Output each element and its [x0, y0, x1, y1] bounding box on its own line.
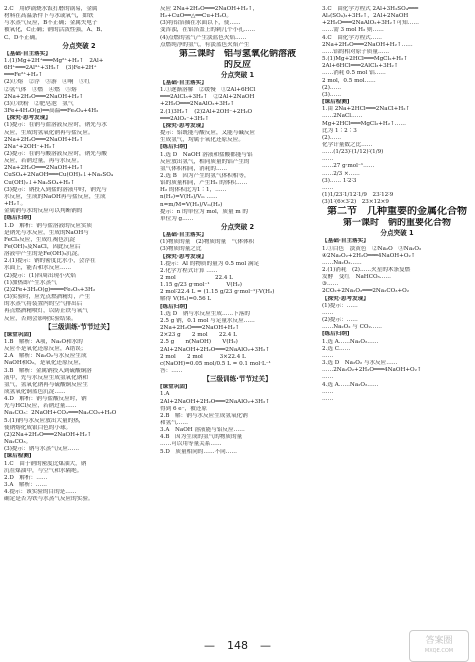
text-line: (3)实验时，应先点燃酒精灯，产生	[4, 294, 91, 301]
subheading: 【基础·自主落实】	[160, 232, 207, 239]
text-line: (2)提示：在钠与酸溶液反应时，钠先与酸	[4, 150, 108, 157]
text-line: ……	[322, 374, 334, 381]
text-line: 发酵 变红 NaHCO₃……	[322, 274, 391, 281]
text-line: 反应，否则会影响实验结果。	[4, 315, 77, 322]
text-line: 解得 V(H₂)=0.56 L	[160, 296, 212, 303]
text-line: 2Na⁺+2OH⁻+H₂↑	[4, 143, 56, 150]
section-heading: 分点突破 1	[220, 70, 255, 79]
text-line: ……Na₂O₂……	[322, 259, 362, 266]
text-line: +H₂↑。	[4, 201, 27, 208]
subheading: 【探究·思考发现】	[322, 295, 369, 302]
text-line: 被氧化，C正确；钠的活泼性强，A、B、	[4, 27, 106, 34]
text-line: ═══Fe²⁺+H₂↑	[4, 72, 43, 79]
text-line: (2)……	[322, 134, 342, 141]
text-line: 和氢气……	[160, 419, 188, 426]
subheading: [课堂巩固]	[160, 384, 188, 391]
text-line: ④2Na₂O₂+2H₂O═══4NaOH+O₂↑	[322, 252, 416, 259]
subheading: [练后归纳]	[322, 331, 350, 338]
text-line: Al₂(SO₄)₃+3H₂↑，2Al+2NaOH	[322, 13, 409, 20]
section-heading: 分点突破 1	[380, 229, 414, 238]
text-line: 3.C 由化学方程式 2Al+3H₂SO₄═══	[322, 6, 419, 12]
text-line: 与水蒸气反应，B不正确；金属失电子	[4, 20, 98, 27]
text-line: 2Na+2H₂O═══2NaOH+H₂↑	[160, 325, 240, 332]
text-line: 5.(1)钠与水反应放出大量的热，	[4, 417, 85, 424]
text-line: 2.B 解：钠与水反应生成氢氧化钠	[160, 412, 248, 419]
text-line: (3)将铝箔插在水面以下，使……	[160, 20, 241, 27]
watermark-text: 答案圈	[425, 636, 453, 646]
text-line: ……需 3 mol H₂ 则……	[322, 27, 384, 34]
text-line: 2Na+2H₂O═══2NaOH+H₂↑	[4, 93, 84, 100]
text-line: 金属钠与水的反应可以判断钠的	[4, 208, 83, 215]
subheading: [练后归纳]	[160, 144, 188, 151]
text-line: FeCl₃反应，生成红褐色沉淀	[4, 236, 76, 243]
text-line: 再点燃酒精喷灯，以防止铁与氧气	[4, 308, 88, 315]
subheading: [练后归纳]	[4, 215, 32, 222]
subheading: [课后检测]	[4, 453, 32, 460]
text-line: 2Al+2NaOH+2H₂O═══2NaAlO₂+3H₂↑	[160, 346, 270, 353]
text-line: 3.A NaOH 溶液能与铝反应……	[160, 427, 245, 434]
section-heading: 【三级训练·节节过关】	[44, 322, 114, 331]
text-line: 答：……	[160, 368, 183, 375]
text-line: 2Na+2H₂O═══2NaOH+H₂↑	[4, 136, 84, 143]
section-heading: 【三级训练·节节过关】	[203, 375, 272, 384]
text-line: 生成氢气，均属于氧化还原反应。	[160, 137, 244, 144]
text-line: 材料在高温条件下与水或氧气，如铁	[4, 13, 94, 20]
text-line: 4.选 A……Na₂O₂……	[322, 381, 379, 388]
subheading: 【基础·自主落实】	[160, 79, 207, 86]
text-line: 1.D 解析：钠与盐溶液的反应实质	[4, 222, 93, 229]
text-line: 1.15 g/23 g·mol⁻¹ V(H₂)	[160, 282, 242, 289]
text-line: ②氢气体 ③燃 ④燃 ⑤熔	[4, 86, 77, 93]
subheading: 【探究·思考发现】	[4, 115, 51, 122]
text-line: 1.提示：Al 的物质的量为 0.5 mol 满足	[160, 260, 260, 267]
text-line: (2)2Fe+3H₂O(g)════Fe₂O₃+3H₂	[4, 286, 96, 293]
text-line: n=m/M=V(H₂)/Vₘ(H₂)	[160, 201, 223, 208]
text-line: ……	[322, 388, 334, 395]
text-line: Mg+2HCl═══MgCl₂+H₂↑……	[322, 120, 406, 127]
watermark-logo	[409, 630, 469, 662]
text-line: (3)1∶(6×3∶2) 23×12×9	[322, 199, 389, 206]
text-line: 1.由 2Na+2HCl═══2NaCl+H₂↑	[322, 106, 411, 113]
text-line: 2 mol 22.4 L	[160, 275, 233, 281]
text-line: 2.5 g n(NaOH) V(H₂)	[160, 339, 238, 346]
text-line: c(NaOH)=0.05 mol/0.5 L = 0.1 mol·L⁻¹	[160, 360, 271, 367]
text-line: 1.①逐渐溶解 ②缓慢 ①2Al+6HCl	[160, 87, 256, 94]
text-line: 反应放出氢气，相同质量的铝产生的	[160, 158, 250, 165]
text-line: +2H₂O═══2NaAlO₂+3H₂↑	[160, 101, 235, 108]
chapter-title: 的反应	[223, 59, 251, 70]
text-line: NaOH和O₂，是氧化还原反应，	[4, 360, 85, 367]
watermark-url: MXQE.COM	[424, 648, 454, 654]
text-line: (1)物质的量 (2)物质的量 气体体积	[160, 239, 255, 246]
page-number-text: 148	[227, 639, 248, 652]
page-number: — 148 —	[204, 639, 271, 652]
text-line: 成氢氧化铜蓝色沉淀……	[4, 388, 66, 395]
subheading: 【基础·自主落实】	[322, 238, 369, 245]
text-line: 6H⁺═══2Al³⁺+3H₂↑ (3)Fe+2H⁺	[4, 65, 97, 72]
text-line: 反应，若钠过量，再与水反应。	[4, 158, 83, 165]
text-line: 4.C 由化学方程式……	[322, 34, 382, 41]
subheading: [课后检测]	[322, 99, 350, 106]
text-line: 1.①白色 淡黄色 ②Na₂O ③Na₂O₂	[322, 245, 422, 252]
text-line: (1)提示：在钠与盐溶液反应时，钠先与水	[4, 122, 108, 129]
text-line: (3)提示：钠与水蒸气反应……	[4, 446, 80, 453]
text-line: 3.B 解析：金属钠投入到硫酸铜溶	[4, 367, 92, 374]
text-line: 2Al+2NaOH+2H₂O═══2NaAlO₂+3H₂↑	[160, 398, 270, 405]
text-line: 1.(1)Mg+2H⁺═══Mg²⁺+H₂↑ 2Al+	[4, 57, 104, 64]
subheading: [课堂巩固]	[4, 331, 32, 338]
text-line: 2 mol，0.5 mol……	[322, 77, 376, 84]
text-line: 2 mol 2 mol 3×22.4 L	[160, 353, 246, 360]
text-line: C、D不正确。	[4, 34, 41, 41]
text-line: 氢气体积相同，消耗的……	[160, 165, 228, 172]
text-line: 确定是否为铁与水蒸气反应的实验。	[4, 496, 94, 503]
text-line: (1)加热即产生水蒸气	[4, 279, 57, 286]
text-line: 2.选 B 因为产生的氢气体积相等，	[160, 172, 250, 179]
text-line: 溶液中产生的是Fe(OH)₃沉淀。	[4, 251, 83, 258]
column-right	[322, 6, 472, 403]
text-line: 2.(1)3H₂↑ (2)2Al+2OH⁻+2H₂O	[160, 108, 253, 115]
text-line: 提示：铝既能与酸反应，又能与碱反应	[160, 130, 256, 137]
text-line: 反应不是氧化还原反应，A错误；	[4, 346, 87, 353]
text-line: 2Na+2H₂O═══2NaOH+H₂↑……	[322, 41, 413, 48]
text-line: ……	[322, 352, 334, 359]
text-line: 点燃纯净的氢气，有淡蓝色火焰产生	[160, 41, 250, 48]
text-line: (1)提示：……	[322, 302, 358, 309]
subheading: [练后归纳]	[160, 303, 188, 310]
text-line: 1.选 D NaOH 溶液和盐酸都能与铝	[160, 151, 253, 158]
text-line: ……可以用等量关系……	[160, 441, 222, 448]
text-line: (3)①铁粉 ②肥皂泡 氢气	[4, 100, 74, 107]
text-line: (3)…… 1∶2∶3	[322, 177, 357, 184]
text-line: ……	[322, 309, 334, 316]
text-line: 反应 2Na+2H₂O═══2NaOH+H₂↑，	[160, 6, 259, 12]
text-line: 液中，先与水反应生成氢氧化钠和	[4, 374, 88, 381]
text-line: H₂+CuO══△══Cu+H₂O。	[160, 13, 232, 20]
text-line: ……	[322, 395, 334, 402]
text-line: 使钠熔化成银白色的小球。	[4, 424, 72, 431]
chapter-title: 第三课时 铝与氢氧化钠溶液	[178, 48, 296, 59]
text-line: 氢气，氢氧化钠再与硫酸铜反应生	[4, 381, 88, 388]
text-line: 2.A 解析：Na₂O₂与水反应生成	[4, 353, 87, 360]
text-line: ……消耗 0.5 mol 铝……	[322, 70, 386, 77]
text-line: 2.5 g 钠，0.1 mol 与足量水反应……	[160, 317, 255, 324]
text-line: 1.选 A……Na₂O₂……	[322, 338, 379, 345]
text-line: ═══2AlCl₃+3H₂↑ ②2Al+2NaOH	[160, 94, 255, 101]
chapter-title: 第二节 几种重要的金属化合物	[327, 206, 467, 218]
text-line: 单位为 g……	[160, 215, 194, 222]
text-line: 2.选 C……	[322, 345, 351, 352]
subheading: 【探究·思考发现】	[160, 253, 207, 260]
text-line: 2.D 解析：……	[4, 474, 48, 481]
text-line: 2CO₂+2Na₂O₂═══2Na₂CO₃+O₂	[322, 288, 409, 295]
text-line: ……27 g·mol⁻¹……	[322, 163, 375, 170]
text-line: 1.选 D 钠与水反应生成……下落的	[160, 310, 250, 317]
text-line: 提示：n 的单位为 mol，质量 m 的	[160, 208, 249, 215]
text-line: 反应，生成的氢氧化钠再与盐反应。	[4, 129, 94, 136]
text-line: 2 mol∶22.4 L = (1.15 g/23 g·mol⁻¹)∶V(H₂)	[160, 289, 275, 296]
text-line: CuSO₄+2NaOH═══Cu(OH)₂↓+Na₂SO₄	[4, 172, 114, 179]
text-line: Cu(OH)₂↓+Na₂SO₄+H₂↑	[4, 179, 75, 186]
text-line: (2)提示：……	[322, 317, 358, 324]
section-heading: 分点突破 2	[220, 223, 255, 232]
text-line: 1.A	[160, 391, 170, 398]
text-line: ……2Na₂O₂+2H₂O═══4NaOH+O₂↑	[322, 367, 422, 374]
text-line: 化学计量数之比……	[322, 141, 373, 148]
text-line: 1.C 由于钠的密度比煤油大，钠	[4, 460, 87, 467]
text-line: ……Na₂O₂ 与 CO₂……	[322, 324, 382, 331]
text-line: (1)1/23∶1/12∶1/9 23∶12∶9	[322, 192, 394, 199]
text-line: Na₂CO₃。	[4, 439, 32, 446]
text-line: 4.提示：该实验的目的是……	[4, 489, 77, 496]
text-line: (4)点燃的氢气产生淡蓝色火焰……	[160, 34, 247, 41]
text-line: (2)提示：(1)四周出现小火焰	[4, 272, 76, 279]
text-line: 沉在煤油中，与空气和水隔绝。	[4, 467, 83, 474]
text-line: 水面上，能否和水反应……	[4, 265, 72, 272]
text-line: 3.选 D Na₂O₂ 与水反应……	[322, 360, 398, 367]
text-line: 1.B 解析：A项，Na₂O和水的	[4, 338, 83, 345]
text-line: ……2/3 ×……	[322, 170, 360, 177]
text-line: ……	[322, 156, 334, 163]
text-line: ═══2AlO₂⁻+3H₂↑	[160, 115, 210, 122]
text-line: 2Na+2H₂O═══2NaOH+H₂↑	[4, 165, 84, 172]
text-line: (2)①熔 ②浮 ③游 ④响 ⑤红	[4, 79, 91, 86]
text-line: 2.C 用砂锅烧水饭打磨的锅易，金属	[4, 6, 98, 12]
text-line: 2.(1)提示：钠的密度比水小，会浮在	[4, 258, 96, 265]
subheading: 【探究·思考发现】	[160, 122, 207, 129]
text-line: 4.B 因为生成的氢气的物质的量	[160, 434, 243, 441]
text-line: 水反应，生成的NaOH再与盐反应，生成	[4, 193, 106, 200]
text-line: 变浑浊，在铝箔盖上的刺几个小孔……	[160, 27, 256, 34]
text-line: (3)物质的量之比	[160, 246, 202, 253]
text-line: ……	[322, 184, 334, 191]
text-line: (2)2Na+2H₂O═══2NaOH+H₂↑	[4, 431, 92, 438]
text-line: ……铝的相对原子质量……	[322, 48, 390, 55]
text-line: ……(1/23)∶(1/12)∶(1/9)	[322, 149, 384, 156]
text-line: ③……	[322, 281, 339, 288]
subheading: 【基础·自主落实】	[4, 50, 51, 57]
text-line: 3.A 解析：……	[4, 482, 47, 488]
column-middle	[160, 6, 315, 456]
text-line: ……2NaCl……	[322, 113, 363, 120]
text-line: Na₂CO₃：2NaOH+CO₂═══Na₂CO₃+H₂O	[4, 410, 117, 417]
chapter-title: 第一课时 钠的重要化合物	[342, 218, 451, 229]
text-line: 4.D 解析：钠与盐酸反应时，钠	[4, 396, 87, 403]
text-line: 是钠先与水反应，生成的NaOH与	[4, 229, 89, 236]
text-line: 2.化学方程式计算 ……	[160, 267, 218, 274]
text-line: 5.D 质量相同的……不同……	[160, 448, 237, 455]
text-line: 2×23 g 2 mol 22.4 L	[160, 332, 237, 339]
text-line: (3)提示：钠投入到盐的溶液中时，钠先与	[4, 186, 108, 193]
text-line: 5.(1)Mg+2HCl═══MgCl₂+H₂↑	[322, 56, 408, 63]
text-line: 得到 6 e⁻，被还原	[160, 405, 207, 412]
text-line: (2)……	[322, 84, 342, 91]
text-line: 铝的质量相同，产生H₂ 的体积……	[160, 180, 248, 187]
text-line: 比为 1∶2∶3	[322, 127, 357, 134]
text-line: 2.(1)消耗 (2)……火星的木条复燃	[322, 267, 411, 273]
text-line: 3Fe+4H₂O(g)══高温══Fe₃O₄+4H₂	[4, 108, 99, 115]
text-line: n(H₂)=V(H₂)/Vₘ ……	[160, 194, 218, 201]
text-line: (3)……	[322, 91, 342, 98]
text-line: 2Al+6HCl═══2AlCl₃+3H₂↑	[322, 63, 399, 70]
column-left	[4, 6, 154, 503]
text-line: H₂ 的体积比为1∶1，……	[160, 187, 227, 194]
text-line: Fe(OH)₃及NaCl，因此反应后	[4, 244, 81, 250]
text-line: 先与HCl反应，若钠过量……	[4, 403, 77, 410]
text-line: +2H₂O═══2NaAlO₂+3H₂↑可知……	[322, 20, 419, 27]
section-heading: 分点突破 2	[62, 41, 96, 50]
text-line: 的水蒸气将装置内的空气排出后	[4, 301, 83, 308]
